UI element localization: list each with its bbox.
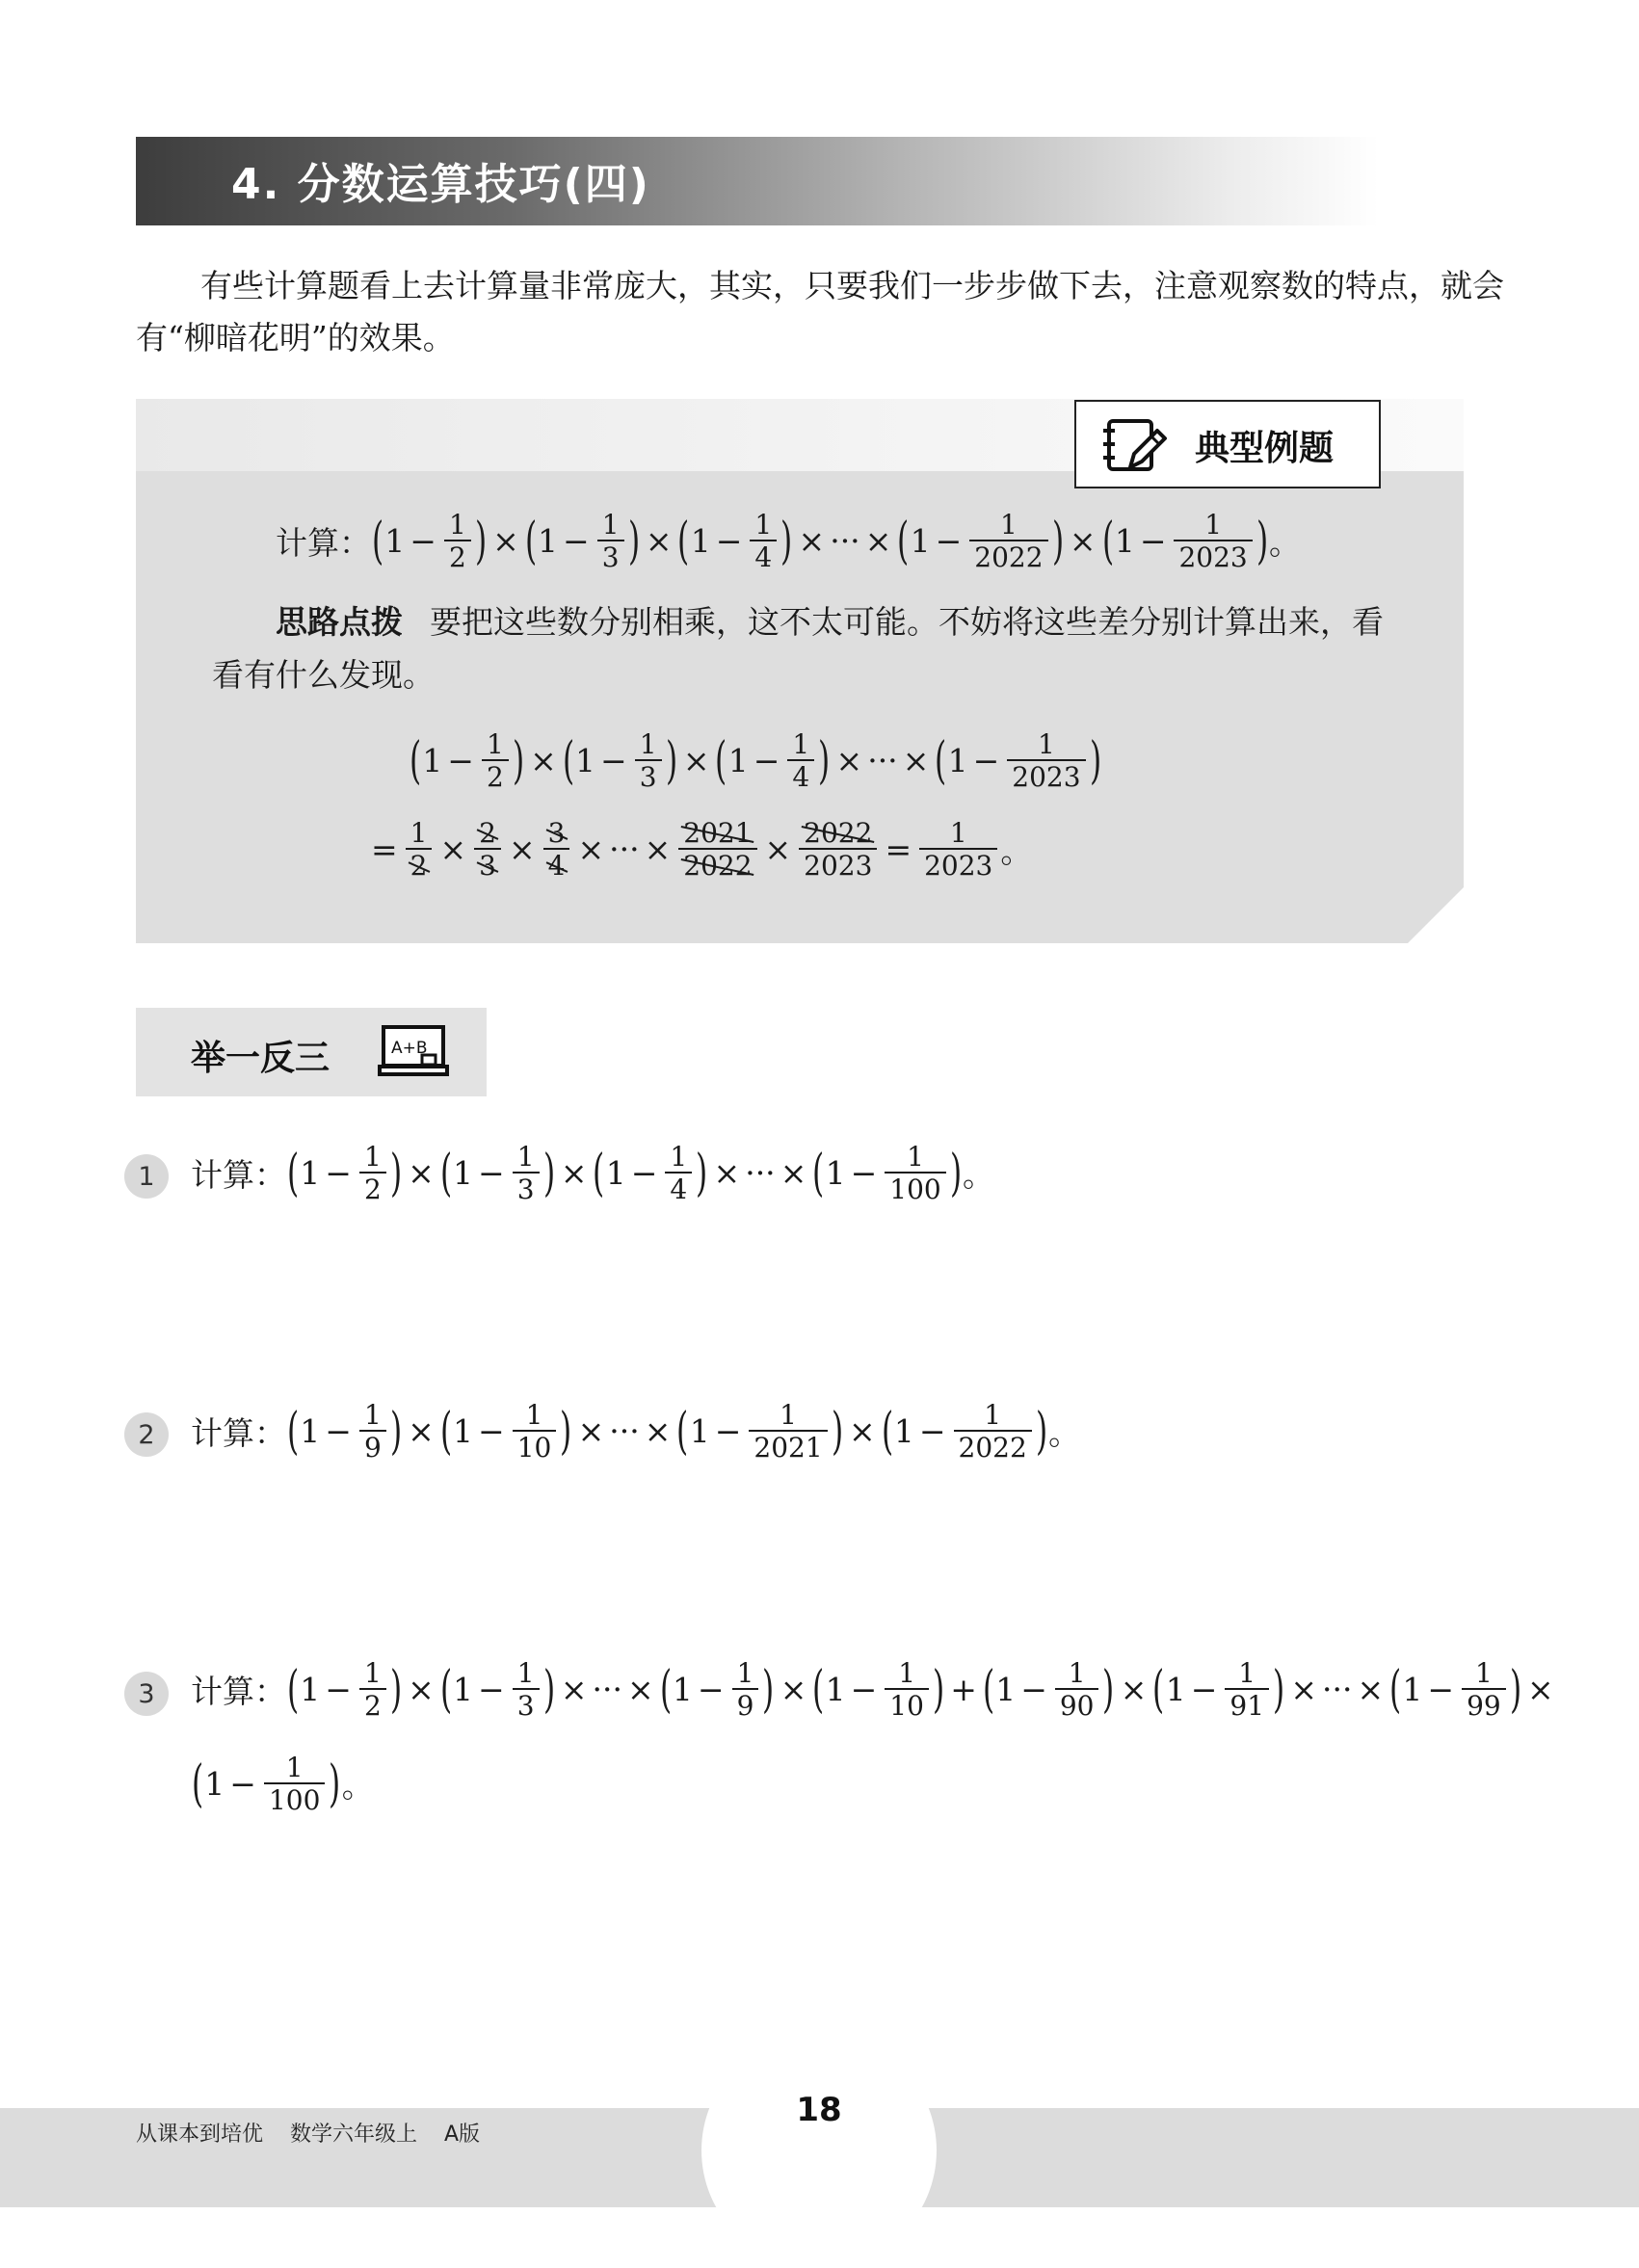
fraction: $\frac{1}{2023}$ — [919, 819, 997, 881]
fraction: $\frac{1}{9}$ — [359, 1401, 386, 1463]
fraction: $\frac{1}{4}$ — [750, 511, 777, 572]
fraction: $\frac{1}{2}$ — [406, 819, 433, 881]
solution-line-1: ( 1 − $\frac{1}{2}$ ) × ( 1 − $\frac{1}{3}$ ) × ( 1 − $\frac{1}{4}$ ) × ··· × ( 1 − $\frac{1}{2023}$ ) — [410, 728, 1101, 794]
section-title: 4. 分数运算技巧(四) — [231, 160, 650, 209]
fraction: $\frac{1}{2022}$ — [969, 511, 1047, 572]
fraction: $\frac{1}{2023}$ — [1007, 730, 1085, 792]
example-problem: 计算： ( 1 − $\frac{1}{2}$ ) × ( 1 − $\frac{1}{3}$ ) × ( 1 − $\frac{1}{4}$ ) × ··· × ( 1 − $\frac{1}{2022}$ ) × ( 1 − $\frac{1}{2023}$ ) 。 — [276, 509, 1302, 574]
example-badge-label: 典型例题 — [1195, 429, 1335, 468]
question-3: 计算： ( 1 − $\frac{1}{2}$ ) × ( 1 − $\frac{1}{3}$ ) × ··· × ( 1 − $\frac{1}{9}$ ) × ( 1 − $\frac{1}{10}$ ) + ( 1 − $\frac{1}{90}$ ) × ( 1 − $\frac{1}{91}$ ) × ··· × ( 1 − $\frac{1}{99}$ ) × — [191, 1657, 1554, 1723]
fraction: $\frac{1}{10}$ — [513, 1401, 557, 1463]
fraction: $\frac{1}{2}$ — [359, 1143, 386, 1204]
fraction: $\frac{1}{2022}$ — [954, 1401, 1032, 1463]
question-number-1: 1 — [124, 1154, 169, 1199]
fraction: $\frac{1}{100}$ — [885, 1143, 945, 1204]
fraction: $\frac{1}{2021}$ — [749, 1401, 827, 1463]
fraction: $\frac{1}{100}$ — [264, 1754, 325, 1815]
solution-line-2: = $\frac{1}{2}$ × $\frac{2}{3}$ × $\frac{3}{4}$ × ··· × $\frac{2021}{2022}$ × $\frac{2022}{2023}$ = $\frac{1}{2023}$ 。 — [371, 817, 1033, 883]
chalkboard-a-plus-b-icon — [378, 1024, 449, 1078]
fraction: $\frac{1}{3}$ — [597, 511, 624, 572]
footer-book-title: 从课本到培优 数学六年级上 A版 — [136, 2123, 480, 2147]
fraction: $\frac{1}{10}$ — [885, 1659, 929, 1721]
question-3-continued: ( 1 − $\frac{1}{100}$ ) 。 — [192, 1752, 374, 1817]
fraction: $\frac{2}{3}$ — [474, 819, 501, 881]
question-number-2: 2 — [124, 1412, 169, 1457]
fraction: $\frac{2021}{2022}$ — [678, 819, 756, 881]
fraction: $\frac{1}{3}$ — [513, 1143, 540, 1204]
fraction: $\frac{1}{2}$ — [482, 730, 509, 792]
intro-line-2: 有“柳暗花明”的效果。 — [136, 319, 455, 356]
practice-title: 举一反三 — [191, 1039, 330, 1078]
fraction: $\frac{1}{4}$ — [665, 1143, 692, 1204]
fraction: $\frac{1}{99}$ — [1462, 1659, 1506, 1721]
fraction: $\frac{1}{90}$ — [1055, 1659, 1099, 1721]
page-number: 18 — [796, 2091, 842, 2129]
hint-title: 思路点拨 — [276, 603, 403, 641]
question-number-3: 3 — [124, 1672, 169, 1716]
fraction: $\frac{1}{9}$ — [732, 1659, 759, 1721]
hint-line-1: 要把这些数分别相乘，这不太可能。不妨将这些差分别计算出来，看 — [430, 603, 1384, 641]
fraction: $\frac{1}{4}$ — [787, 730, 814, 792]
hint-line-2: 看有什么发现。 — [212, 656, 435, 694]
fraction: $\frac{1}{2}$ — [359, 1659, 386, 1721]
fraction: $\frac{2022}{2023}$ — [799, 819, 877, 881]
intro-line-1: 有些计算题看上去计算量非常庞大，其实，只要我们一步步做下去，注意观察数的特点，就会 — [200, 267, 1504, 304]
svg-text:A+B: A+B — [391, 1039, 428, 1058]
fraction: $\frac{1}{91}$ — [1225, 1659, 1269, 1721]
footer-page-circle — [701, 2033, 937, 2268]
fraction: $\frac{3}{4}$ — [543, 819, 570, 881]
hint — [276, 594, 1384, 650]
question-1: 计算： ( 1 − $\frac{1}{2}$ ) × ( 1 − $\frac{1}{3}$ ) × ( 1 − $\frac{1}{4}$ ) × ··· × ( 1 − $\frac{1}{100}$ ) 。 — [191, 1141, 995, 1206]
fraction: $\frac{1}{2}$ — [444, 511, 471, 572]
fraction: $\frac{1}{2023}$ — [1174, 511, 1252, 572]
example-prompt: 计算： — [276, 524, 371, 563]
question-2: 计算： ( 1 − $\frac{1}{9}$ ) × ( 1 − $\frac{1}{10}$ ) × ··· × ( 1 − $\frac{1}{2021}$ ) × ( 1 − $\frac{1}{2022}$ ) 。 — [191, 1399, 1081, 1464]
fraction: $\frac{1}{3}$ — [513, 1659, 540, 1721]
fraction: $\frac{1}{3}$ — [635, 730, 662, 792]
pencil-notebook-icon — [1101, 415, 1171, 475]
example-badge — [1074, 400, 1381, 488]
